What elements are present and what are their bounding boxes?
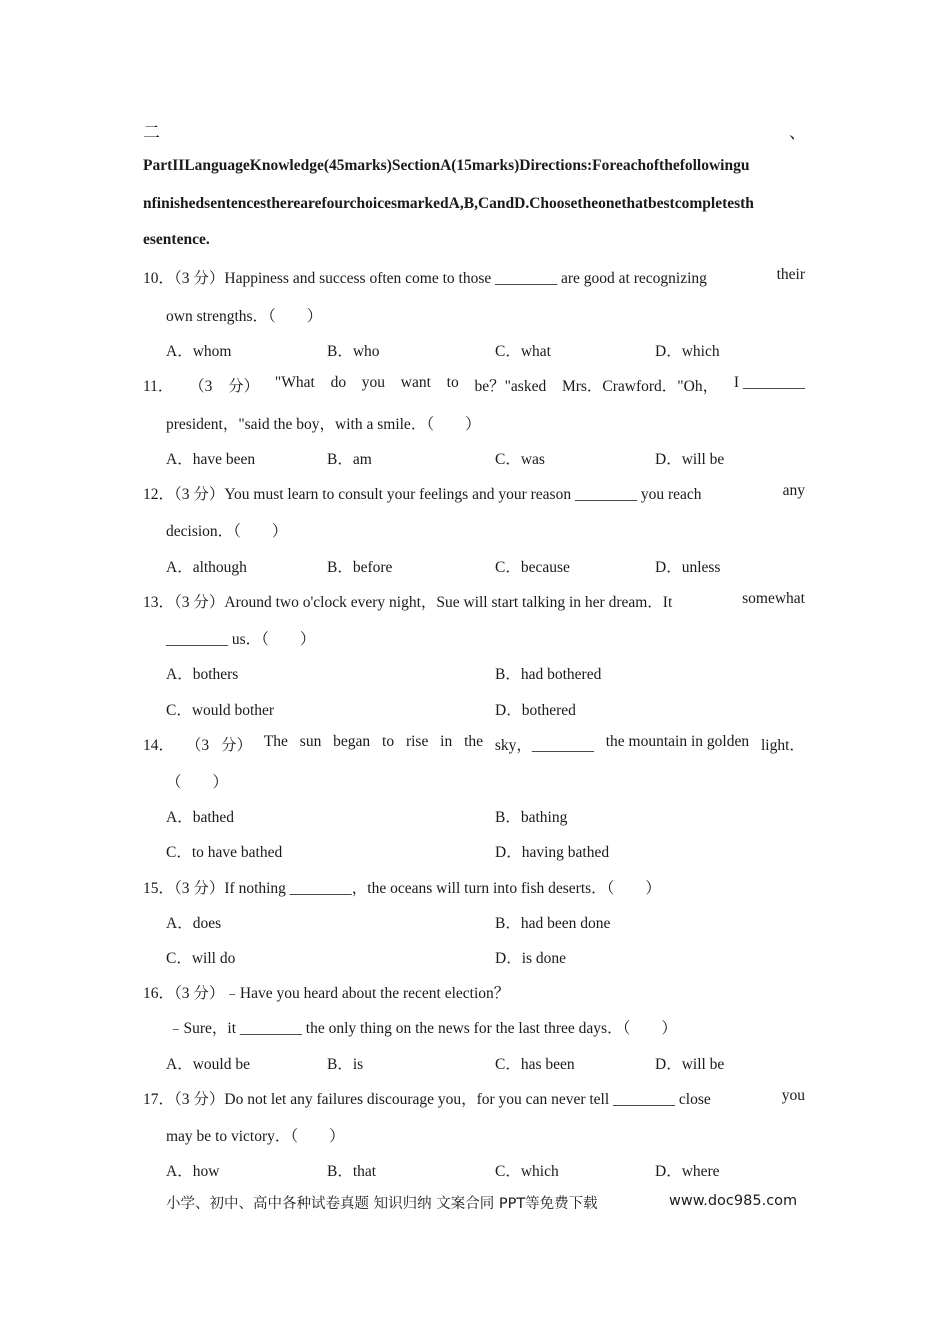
question-12-option-b[interactable]: B．before xyxy=(327,559,393,576)
question-17-lead: 17．（3 分）Do not let any failures discourage you，for you can never tell ________ close xyxy=(143,1091,711,1108)
footer-url-link[interactable]: www.doc985.com xyxy=(669,1193,798,1209)
question-16-option-d[interactable]: D．will be xyxy=(655,1056,725,1073)
question-13-option-a[interactable]: A．bothers xyxy=(166,666,239,683)
section-heading-line-1: PartIILanguageKnowledge(45marks)SectionA(15marks)Directions:Foreachofthefollowingu xyxy=(143,157,750,174)
question-14-stem-line-2: （ ） xyxy=(166,774,229,791)
question-15-option-c[interactable]: C．will do xyxy=(166,950,236,967)
question-15-option-a[interactable]: A．does xyxy=(166,915,222,932)
question-13-option-c[interactable]: C．would bother xyxy=(166,702,275,719)
question-17-option-a[interactable]: A．how xyxy=(166,1163,220,1180)
question-10-option-a[interactable]: A．whom xyxy=(166,343,232,360)
question-10-option-b[interactable]: B．who xyxy=(327,343,380,360)
question-12-option-d[interactable]: D．unless xyxy=(655,559,721,576)
question-16-option-a[interactable]: A．would be xyxy=(166,1056,250,1073)
question-15-stem-line-1: 15．（3 分）If nothing ________，the oceans will turn into fish deserts．（ ） xyxy=(143,880,661,897)
question-13-lead: 13．（3 分）Around two o'clock every night，Sue will start talking in her dream．It xyxy=(143,594,673,611)
question-15-option-b[interactable]: B．had been done xyxy=(495,915,611,932)
question-16-option-b[interactable]: B．is xyxy=(327,1056,364,1073)
question-14-option-a[interactable]: A．bathed xyxy=(166,809,235,826)
question-13-option-d[interactable]: D．bothered xyxy=(495,702,576,719)
question-16-option-c[interactable]: C．has been xyxy=(495,1056,575,1073)
question-17-stem-line-2: may be to victory．（ ） xyxy=(166,1128,345,1145)
question-11-lead: 11． xyxy=(143,378,174,395)
question-11-stem-line-1: 11． （3 分） "What do you want to be？"asked Mrs．Crawford．"Oh， I ________ xyxy=(143,374,805,395)
question-10-stem-line-2: own strengths．（ ） xyxy=(166,308,323,325)
question-14-stem-line-1: 14． （3 分） The sun began to rise in the sky，________ the mountain in golden light． xyxy=(143,733,805,754)
question-13-option-b[interactable]: B．had bothered xyxy=(495,666,602,683)
question-17-stem-line-1 xyxy=(143,1087,805,1109)
question-11-option-c[interactable]: C．was xyxy=(495,451,545,468)
question-12-line1-end: any xyxy=(782,482,805,499)
question-13-stem-line-1 xyxy=(143,590,805,612)
question-10-line1-end: their xyxy=(776,266,805,283)
question-17-option-d[interactable]: D．where xyxy=(655,1163,720,1180)
question-14-option-b[interactable]: B．bathing xyxy=(495,809,568,826)
question-12-lead: 12．（3 分）You must learn to consult your feelings and your reason ________ you reach xyxy=(143,486,702,503)
question-13-stem-line-2: ________ us．（ ） xyxy=(166,631,316,648)
question-10-option-c[interactable]: C．what xyxy=(495,343,551,360)
question-12-stem-line-2: decision．（ ） xyxy=(166,523,288,540)
question-15-option-d[interactable]: D．is done xyxy=(495,950,567,967)
section-heading-line-2: nfinishedsentencestherearefourchoicesmarkedA,B,CandD.Choosetheonethatbestcompletesth xyxy=(143,195,754,212)
question-14-option-d[interactable]: D．having bathed xyxy=(495,844,610,861)
question-16-stem-line-1: 16．（3 分）﹣Have you heard about the recent election？ xyxy=(143,985,510,1002)
question-10-option-d[interactable]: D．which xyxy=(655,343,720,360)
question-11-option-b[interactable]: B．am xyxy=(327,451,372,468)
question-17-option-c[interactable]: C．which xyxy=(495,1163,559,1180)
section-separator: 、 xyxy=(789,123,806,142)
question-12-option-a[interactable]: A．although xyxy=(166,559,247,576)
section-heading-line-3: esentence. xyxy=(143,231,210,248)
question-11-option-a[interactable]: A．have been xyxy=(166,451,256,468)
question-14-option-c[interactable]: C．to have bathed xyxy=(166,844,283,861)
question-11-option-d[interactable]: D．will be xyxy=(655,451,725,468)
question-17-line1-end: you xyxy=(781,1087,805,1104)
question-10-lead: 10．（3 分）Happiness and success often come to those ________ are good at recognizing xyxy=(143,270,707,287)
question-13-line1-end: somewhat xyxy=(742,590,805,607)
question-14-lead: 14． xyxy=(143,737,175,754)
section-number: 二 xyxy=(143,123,160,142)
question-11-stem-line-2: president，"said the boy，with a smile．（ ） xyxy=(166,416,481,433)
question-10-stem-line-1 xyxy=(143,266,805,288)
question-16-stem-line-2: ﹣Sure，it ________ the only thing on the news for the last three days．（ ） xyxy=(168,1020,677,1037)
question-17-option-b[interactable]: B．that xyxy=(327,1163,377,1180)
question-12-stem-line-1 xyxy=(143,482,805,504)
question-12-option-c[interactable]: C．because xyxy=(495,559,570,576)
footer-tagline: 小学、初中、高中各种试卷真题 知识归纳 文案合同 PPT等免费下载 xyxy=(166,1196,598,1212)
